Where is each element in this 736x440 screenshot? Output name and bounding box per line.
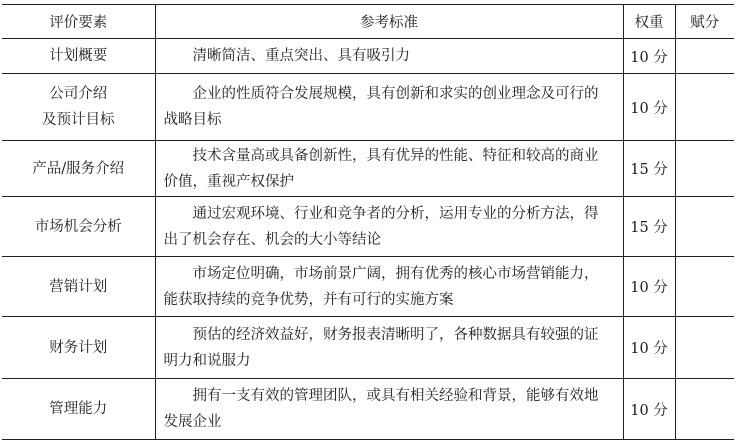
row-criteria: 预估的经济效益好，财务报表清晰明了，各种数据具有较强的证明力和说服力 <box>155 317 623 379</box>
row-weight: 10 分 <box>623 39 675 74</box>
row-score-cell[interactable] <box>675 39 734 74</box>
row-score-cell[interactable] <box>675 197 734 257</box>
row-weight: 10 分 <box>623 257 675 317</box>
row-criteria: 清晰简洁、重点突出、具有吸引力 <box>155 39 623 74</box>
table-row <box>2 257 734 317</box>
table-row <box>2 379 734 440</box>
row-weight: 15 分 <box>623 141 675 197</box>
row-criteria: 技术含量高或具备创新性，具有优异的性能、特征和较高的商业价值，重视产权保护 <box>155 141 623 197</box>
row-item: 计划概要 <box>2 39 155 74</box>
row-criteria: 企业的性质符合发展规模，具有创新和求实的创业理念及可行的战略目标 <box>155 74 623 141</box>
table-row <box>2 317 734 379</box>
row-weight: 15 分 <box>623 197 675 257</box>
row-weight: 10 分 <box>623 379 675 440</box>
row-weight: 10 分 <box>623 74 675 141</box>
table-row <box>2 39 734 74</box>
row-item: 财务计划 <box>2 317 155 379</box>
table-row <box>2 74 734 141</box>
table-header-row <box>2 5 734 39</box>
header-score: 赋分 <box>675 5 734 39</box>
table-row <box>2 141 734 197</box>
row-score-cell[interactable] <box>675 74 734 141</box>
header-criteria: 参考标准 <box>155 5 623 39</box>
row-score-cell[interactable] <box>675 379 734 440</box>
row-criteria: 通过宏观环境、行业和竞争者的分析，运用专业的分析方法，得出了机会存在、机会的大小等结论 <box>155 197 623 257</box>
row-criteria: 拥有一支有效的管理团队，或具有相关经验和背景，能够有效地发展企业 <box>155 379 623 440</box>
evaluation-table <box>2 4 734 440</box>
table-row <box>2 197 734 257</box>
row-score-cell[interactable] <box>675 141 734 197</box>
row-item: 管理能力 <box>2 379 155 440</box>
row-item-line: 及预计目标 <box>42 112 115 128</box>
row-item: 营销计划 <box>2 257 155 317</box>
header-item: 评价要素 <box>2 5 155 39</box>
row-item: 产品/服务介绍 <box>2 141 155 197</box>
row-criteria: 市场定位明确，市场前景广阔，拥有优秀的核心市场营销能力，能获取持续的竞争优势，并有可行的实施方案 <box>155 257 623 317</box>
header-weight: 权重 <box>623 5 675 39</box>
row-score-cell[interactable] <box>675 317 734 379</box>
row-item: 市场机会分析 <box>2 197 155 257</box>
row-weight: 10 分 <box>623 317 675 379</box>
row-item-line: 公司介绍 <box>49 86 108 102</box>
row-score-cell[interactable] <box>675 257 734 317</box>
row-item <box>2 74 155 141</box>
